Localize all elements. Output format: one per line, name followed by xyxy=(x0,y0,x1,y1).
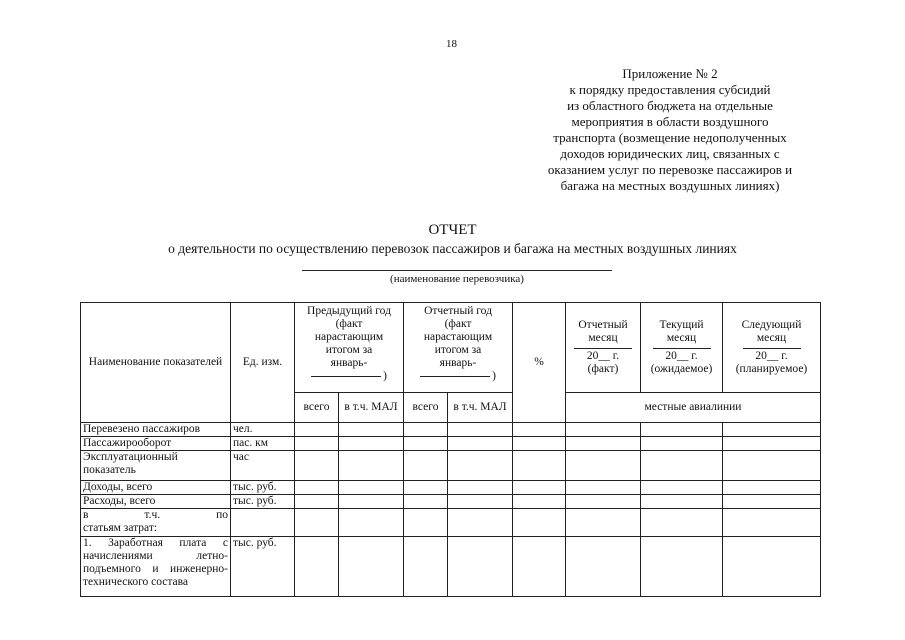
data-cell[interactable] xyxy=(339,423,404,437)
data-cell[interactable] xyxy=(448,495,513,509)
row-unit: пас. км xyxy=(231,437,295,451)
data-cell[interactable] xyxy=(566,451,641,481)
header-report-month xyxy=(566,303,641,393)
data-cell[interactable] xyxy=(641,423,723,437)
data-cell[interactable] xyxy=(723,437,821,451)
appendix-line: из областного бюджета на отдельные xyxy=(567,98,773,113)
word: т.ч. xyxy=(144,509,161,521)
header-current-month xyxy=(641,303,723,393)
data-cell[interactable] xyxy=(513,509,566,537)
data-cell[interactable] xyxy=(641,495,723,509)
header-prev-year-line: (факт xyxy=(335,318,363,330)
data-cell[interactable] xyxy=(295,451,339,481)
header-line: 20__ г. xyxy=(665,350,698,362)
blank-line[interactable] xyxy=(420,376,490,377)
header-prev-total: всего xyxy=(295,393,339,423)
data-cell[interactable] xyxy=(566,495,641,509)
row-name: Пассажирооборот xyxy=(81,437,231,451)
appendix-line: Приложение № 2 xyxy=(622,66,718,81)
header-prev-year-line: Предыдущий год xyxy=(307,305,391,317)
data-cell[interactable] xyxy=(339,451,404,481)
header-line: 20__ г. xyxy=(586,350,620,362)
row-name: Расходы, всего xyxy=(81,495,231,509)
data-cell[interactable] xyxy=(295,537,339,597)
header-report-year xyxy=(404,303,513,393)
row-name: 1. Заработная плата с начислениями летно-подъемного и инженерно-технического состава xyxy=(81,537,231,597)
table-row xyxy=(81,451,821,481)
header-report-year-line: ) xyxy=(492,370,496,382)
table-row xyxy=(81,437,821,451)
header-line: 20__ г. xyxy=(755,350,788,362)
data-cell[interactable] xyxy=(513,481,566,495)
header-unit: Ед. изм. xyxy=(231,303,295,423)
data-cell[interactable] xyxy=(566,437,641,451)
blank-line[interactable] xyxy=(743,348,801,349)
appendix-line: транспорта (возмещение недополученных xyxy=(553,130,787,145)
appendix-line: к порядку предоставления субсидий xyxy=(569,82,771,97)
data-cell[interactable] xyxy=(404,451,448,481)
data-cell[interactable] xyxy=(513,437,566,451)
header-line: Отчетный xyxy=(578,319,628,331)
data-cell[interactable] xyxy=(448,437,513,451)
carrier-name-line[interactable] xyxy=(302,270,612,271)
data-cell[interactable] xyxy=(448,509,513,537)
data-cell[interactable] xyxy=(295,437,339,451)
data-cell[interactable] xyxy=(295,509,339,537)
header-line: Следующий xyxy=(741,319,802,331)
header-report-year-line: январь- xyxy=(439,357,477,369)
header-report-year-line: итогом за xyxy=(434,344,482,356)
data-cell[interactable] xyxy=(513,495,566,509)
table-row xyxy=(81,537,821,597)
data-cell[interactable] xyxy=(641,537,723,597)
carrier-caption: (наименование перевозчика) xyxy=(390,273,524,285)
header-report-mal: в т.ч. МАЛ xyxy=(448,393,513,423)
appendix-line: багажа на местных воздушных линиях) xyxy=(560,178,780,193)
header-prev-year-line: итогом за xyxy=(325,344,373,356)
row-name: Доходы, всего xyxy=(81,481,231,495)
row-unit: час xyxy=(231,451,295,481)
data-cell[interactable] xyxy=(566,481,641,495)
data-cell[interactable] xyxy=(448,537,513,597)
word: в xyxy=(83,509,89,521)
header-prev-year-line: ) xyxy=(383,370,387,382)
header-prev-mal: в т.ч. МАЛ xyxy=(339,393,404,423)
data-cell[interactable] xyxy=(723,451,821,481)
row-name-line xyxy=(83,509,228,522)
header-next-month xyxy=(723,303,821,393)
header-line: (планируемое) xyxy=(735,363,808,375)
data-cell[interactable] xyxy=(339,481,404,495)
data-cell[interactable] xyxy=(295,495,339,509)
data-cell[interactable] xyxy=(723,481,821,495)
row-unit xyxy=(231,509,295,537)
row-unit: тыс. руб. xyxy=(231,495,295,509)
data-cell[interactable] xyxy=(448,451,513,481)
appendix-line: оказанием услуг по перевозке пассажиров и xyxy=(547,162,793,177)
data-cell[interactable] xyxy=(295,423,339,437)
data-cell[interactable] xyxy=(295,481,339,495)
header-line: месяц xyxy=(666,332,697,344)
data-cell[interactable] xyxy=(404,509,448,537)
blank-line[interactable] xyxy=(574,348,632,349)
row-name xyxy=(81,509,231,537)
data-cell[interactable] xyxy=(566,423,641,437)
row-name: Эксплуатационный показатель xyxy=(81,451,231,481)
data-cell[interactable] xyxy=(566,537,641,597)
data-cell[interactable] xyxy=(513,451,566,481)
data-cell[interactable] xyxy=(339,437,404,451)
data-cell[interactable] xyxy=(404,437,448,451)
data-cell[interactable] xyxy=(723,509,821,537)
data-cell[interactable] xyxy=(566,509,641,537)
header-line: (факт) xyxy=(587,363,619,375)
data-cell[interactable] xyxy=(448,481,513,495)
table-row xyxy=(81,423,821,437)
data-cell[interactable] xyxy=(513,423,566,437)
appendix-block xyxy=(520,66,820,194)
table-row xyxy=(81,495,821,509)
header-line: (ожидаемое) xyxy=(650,363,713,375)
blank-line[interactable] xyxy=(311,376,381,377)
row-unit: тыс. руб. xyxy=(231,481,295,495)
data-cell[interactable] xyxy=(723,537,821,597)
header-prev-year-line: нарастающим xyxy=(314,331,384,343)
header-prev-year xyxy=(295,303,404,393)
row-unit: чел. xyxy=(231,423,295,437)
header-prev-year-line: январь- xyxy=(330,357,368,369)
data-cell[interactable] xyxy=(448,423,513,437)
data-cell[interactable] xyxy=(723,423,821,437)
blank-line[interactable] xyxy=(653,348,711,349)
data-cell[interactable] xyxy=(339,495,404,509)
report-table xyxy=(80,302,821,597)
header-report-year-line: (факт xyxy=(444,318,472,330)
row-unit: тыс. руб. xyxy=(231,537,295,597)
word: по xyxy=(216,509,229,521)
header-report-year-line: Отчетный год xyxy=(424,305,492,317)
row-name-line: статьям затрат: xyxy=(83,522,158,534)
data-cell[interactable] xyxy=(641,481,723,495)
header-local-airlines: местные авиалинии xyxy=(566,393,821,423)
data-cell[interactable] xyxy=(513,537,566,597)
row-name: Перевезено пассажиров xyxy=(81,423,231,437)
report-subtitle: о деятельности по осуществлению перевозок пассажиров и багажа на местных воздушных линиях xyxy=(168,241,737,256)
table-row xyxy=(81,509,821,537)
header-line: Текущий xyxy=(659,319,704,331)
data-cell[interactable] xyxy=(339,537,404,597)
data-cell[interactable] xyxy=(641,437,723,451)
data-cell[interactable] xyxy=(404,423,448,437)
header-report-total: всего xyxy=(404,393,448,423)
data-cell[interactable] xyxy=(641,451,723,481)
appendix-line: мероприятия в области воздушного xyxy=(571,114,769,129)
data-cell[interactable] xyxy=(404,537,448,597)
data-cell[interactable] xyxy=(723,495,821,509)
report-title: ОТЧЕТ xyxy=(428,222,477,238)
header-report-year-line: нарастающим xyxy=(423,331,493,343)
data-cell[interactable] xyxy=(339,509,404,537)
data-cell[interactable] xyxy=(404,495,448,509)
header-name: Наименование показателей xyxy=(81,303,231,423)
table-row xyxy=(81,481,821,495)
header-line: месяц xyxy=(756,332,787,344)
header-percent: % xyxy=(513,303,566,423)
header-line: месяц xyxy=(588,332,618,344)
data-cell[interactable] xyxy=(641,509,723,537)
page-number: 18 xyxy=(446,38,457,50)
data-cell[interactable] xyxy=(404,481,448,495)
appendix-line: доходов юридических лиц, связанных с xyxy=(560,146,780,161)
